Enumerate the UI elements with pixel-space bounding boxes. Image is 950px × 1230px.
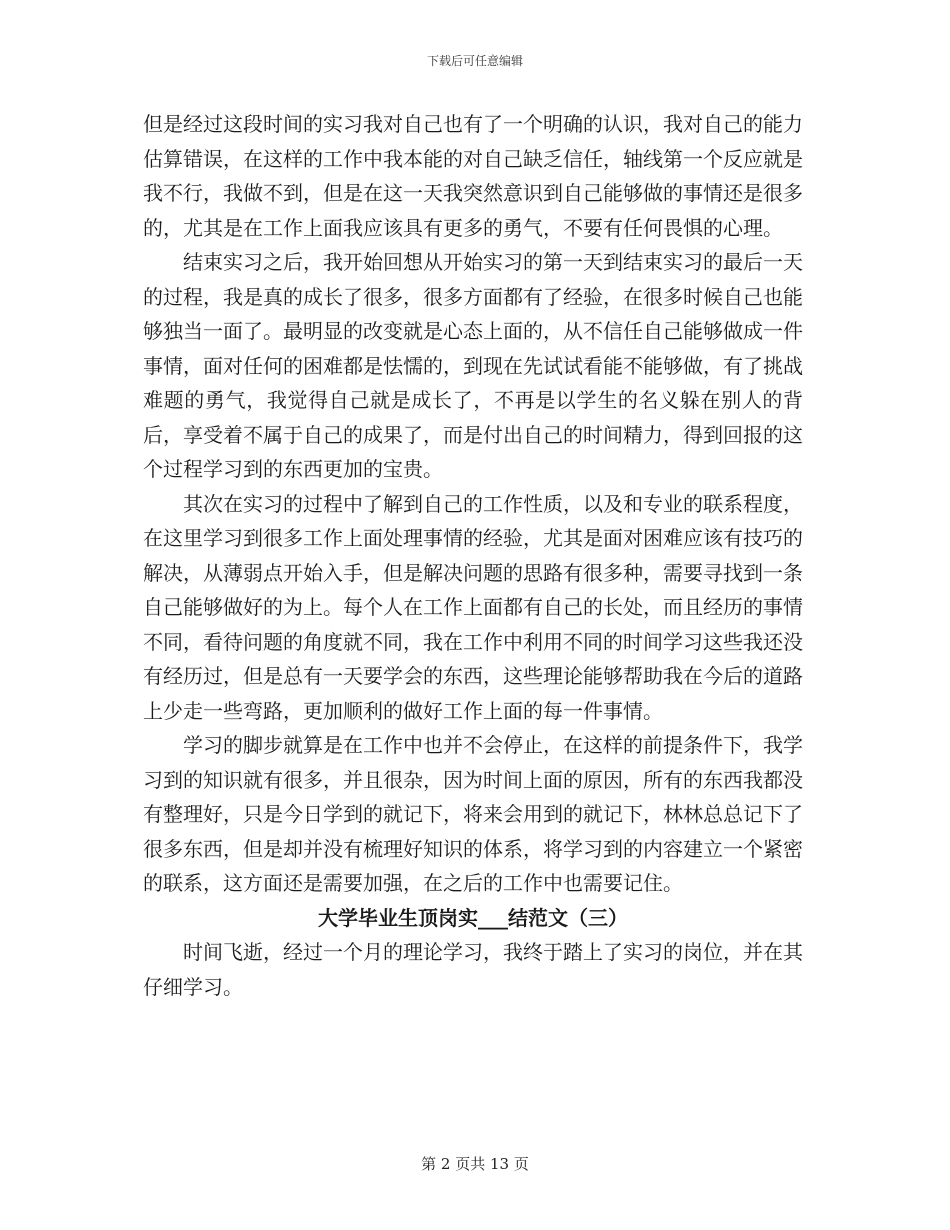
page-header: 下载后可任意编辑 [426, 54, 523, 68]
paragraph: 结束实习之后，我开始回想从开始实习的第一天到结束实习的最后一天的过程，我是真的成长了很多，很多方面都有了经验，在很多时候自己也能够独当一面了。最明显的改变就是心态上面的，从不信任自己能够做成一件事情，面对任何的困难都是怯懦的，到现在先试试看能不能够做，有了挑战难题的勇气，我觉得自己就是成长了，不再是以学生的名义躲在别人的背后，享受着不属于自己的成果了，而是付出自己的时间精力，得到回报的这个过程学习到的东西更加的宝贵。 [143, 250, 803, 481]
section-title: 大学毕业生顶岗实___结范文（三） [318, 905, 628, 930]
paragraph: 时间飞逝，经过一个月的理论学习，我终于踏上了实习的岗位，并在其仔细学习。 [143, 940, 803, 999]
paragraph: 学习的脚步就算是在工作中也并不会停止，在这样的前提条件下，我学习到的知识就有很多，并且很杂，因为时间上面的原因，所有的东西我都没有整理好，只是今日学到的就记下，将来会用到的就记下，林林总总记下了很多东西，但是却并没有梳理好知识的体系，将学习到的内容建立一个紧密的联系，这方面还是需要加强，在之后的工作中也需要记住。 [143, 733, 803, 895]
page-number: 第 2 页共 13 页 [421, 1155, 529, 1173]
paragraph-continued: 但是经过这段时间的实习我对自己也有了一个明确的认识，我对自己的能力估算错误，在这样的工作中我本能的对自己缺乏信任，轴线第一个反应就是我不行，我做不到，但是在这一天我突然意识到自己能够做的事情还是很多的，尤其是在工作上面我应该具有更多的勇气，不要有任何畏惧的心理。 [143, 112, 803, 240]
paragraph: 其次在实习的过程中了解到自己的工作性质，以及和专业的联系程度，在这里学习到很多工作上面处理事情的经验，尤其是面对困难应该有技巧的解决，从薄弱点开始入手，但是解决问题的思路有很多种，需要寻找到一条自己能够做好的为上。每个人在工作上面都有自己的长处，而且经历的事情不同，看待问题的角度就不同，我在工作中利用不同的时间学习这些我还没有经历过，但是总有一天要学会的东西，这些理论能够帮助我在今后的道路上少走一些弯路，更加顺利的做好工作上面的每一件事情。 [143, 491, 803, 723]
document-body [143, 107, 803, 1004]
